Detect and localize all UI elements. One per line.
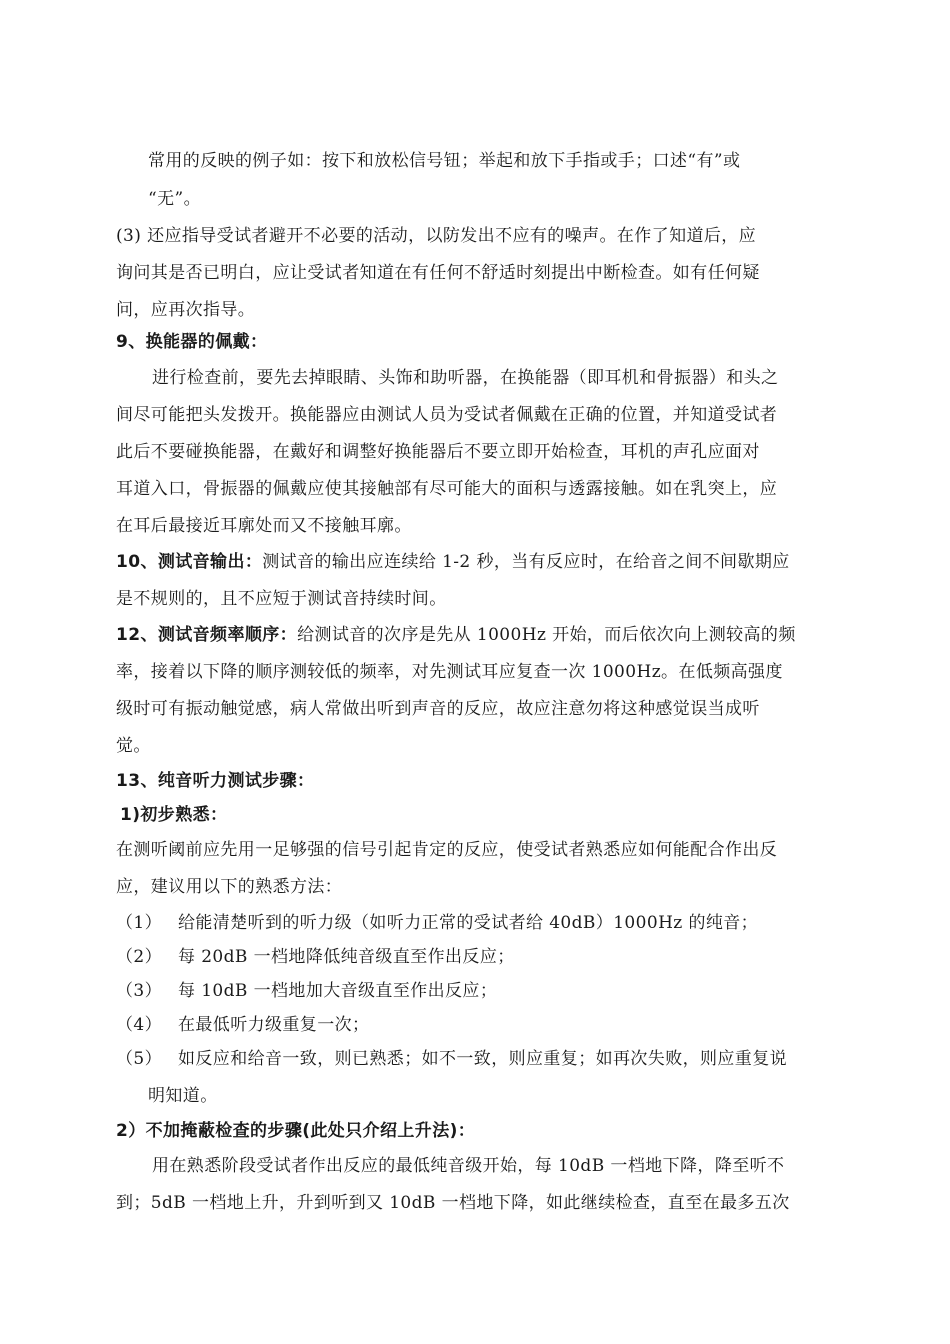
list-item-number: （1）	[116, 913, 163, 933]
paragraph-line: 率，接着以下降的顺序测较低的频率，对先测试耳应复查一次 1000Hz。在低频高强度	[116, 662, 783, 682]
list-item	[116, 981, 497, 1001]
list-item-number: （4）	[116, 1015, 163, 1035]
list-item	[116, 947, 515, 967]
list-item	[116, 1015, 369, 1035]
paragraph-line: 明知道。	[148, 1086, 218, 1106]
paragraph-line: 进行检查前，要先去掉眼睛、头饰和助听器，在换能器（即耳机和骨振器）和头之	[152, 368, 779, 388]
paragraph-line: 用在熟悉阶段受试者作出反应的最低纯音级开始，每 10dB 一档地下降，降至听不	[152, 1156, 785, 1176]
section-10-line	[116, 552, 790, 572]
section-heading-13: 13、纯音听力测试步骤：	[116, 771, 315, 791]
paragraph-line: 在耳后最接近耳廓处而又不接触耳廓。	[116, 516, 412, 536]
list-item-number: （2）	[116, 947, 163, 967]
list-item-text: 每 20dB 一档地降低纯音级直至作出反应；	[178, 947, 515, 967]
list-item-number: （3）	[116, 981, 163, 1001]
section-12-line	[116, 625, 796, 645]
paragraph-line: 询问其是否已明白，应让受试者知道在有任何不舒适时刻提出中断检查。如有任何疑	[116, 263, 760, 283]
section-heading-12: 12、测试音频率顺序：	[116, 625, 298, 645]
list-item	[116, 1049, 787, 1069]
paragraph-line: 此后不要碰换能器，在戴好和调整好换能器后不要立即开始检查，耳机的声孔应面对	[116, 442, 760, 462]
paragraph-line: 问，应再次指导。	[116, 300, 256, 320]
section-10-text: 测试音的输出应连续给 1-2 秒，当有反应时，在给音之间不间歇期应	[262, 552, 790, 572]
list-item-text: 在最低听力级重复一次；	[178, 1015, 370, 1035]
paragraph-line: 是不规则的，且不应短于测试音持续时间。	[116, 589, 447, 609]
paragraph-line: 应，建议用以下的熟悉方法：	[116, 877, 343, 897]
paragraph-line: “无”。	[148, 189, 201, 209]
paragraph-line: 级时可有振动触觉感，病人常做出听到声音的反应，故应注意勿将这种感觉误当成听	[116, 699, 760, 719]
list-item-text: 如反应和给音一致，则已熟悉；如不一致，则应重复；如再次失败，则应重复说	[178, 1049, 787, 1069]
paragraph-line: 耳道入口，骨振器的佩戴应使其接触部有尽可能大的面积与透露接触。如在乳突上，应	[116, 479, 778, 499]
list-item	[116, 913, 758, 933]
list-item-number: （5）	[116, 1049, 163, 1069]
section-heading-9: 9、换能器的佩戴：	[116, 332, 268, 352]
list-item-text: 每 10dB 一档地加大音级直至作出反应；	[178, 981, 498, 1001]
paragraph-line: 在测听阈前应先用一足够强的信号引起肯定的反应，使受试者熟悉应如何能配合作出反	[116, 840, 778, 860]
paragraph-line: 间尽可能把头发拨开。换能器应由测试人员为受试者佩戴在正确的位置，并知道受试者	[116, 405, 778, 425]
paragraph-line: (3) 还应指导受试者避开不必要的活动，以防发出不应有的噪声。在作了知道后，应	[116, 226, 757, 246]
list-item-text: 给能清楚听到的听力级（如听力正常的受试者给 40dB）1000Hz 的纯音；	[178, 913, 759, 933]
subsection-heading-13-2: 2）不加掩蔽检查的步骤(此处只介绍上升法)：	[116, 1121, 476, 1141]
paragraph-line: 觉。	[116, 736, 151, 756]
subsection-heading-13-1: 1)初步熟悉：	[120, 805, 228, 825]
paragraph-line: 到；5dB 一档地上升，升到听到又 10dB 一档地下降，如此继续检查，直至在最多五次	[116, 1193, 790, 1213]
section-12-text: 给测试音的次序是先从 1000Hz 开始，而后依次向上测较高的频	[297, 625, 796, 645]
section-heading-10: 10、测试音输出：	[116, 552, 263, 572]
paragraph-line: 常用的反映的例子如：按下和放松信号钮；举起和放下手指或手；口述“有”或	[148, 151, 741, 171]
